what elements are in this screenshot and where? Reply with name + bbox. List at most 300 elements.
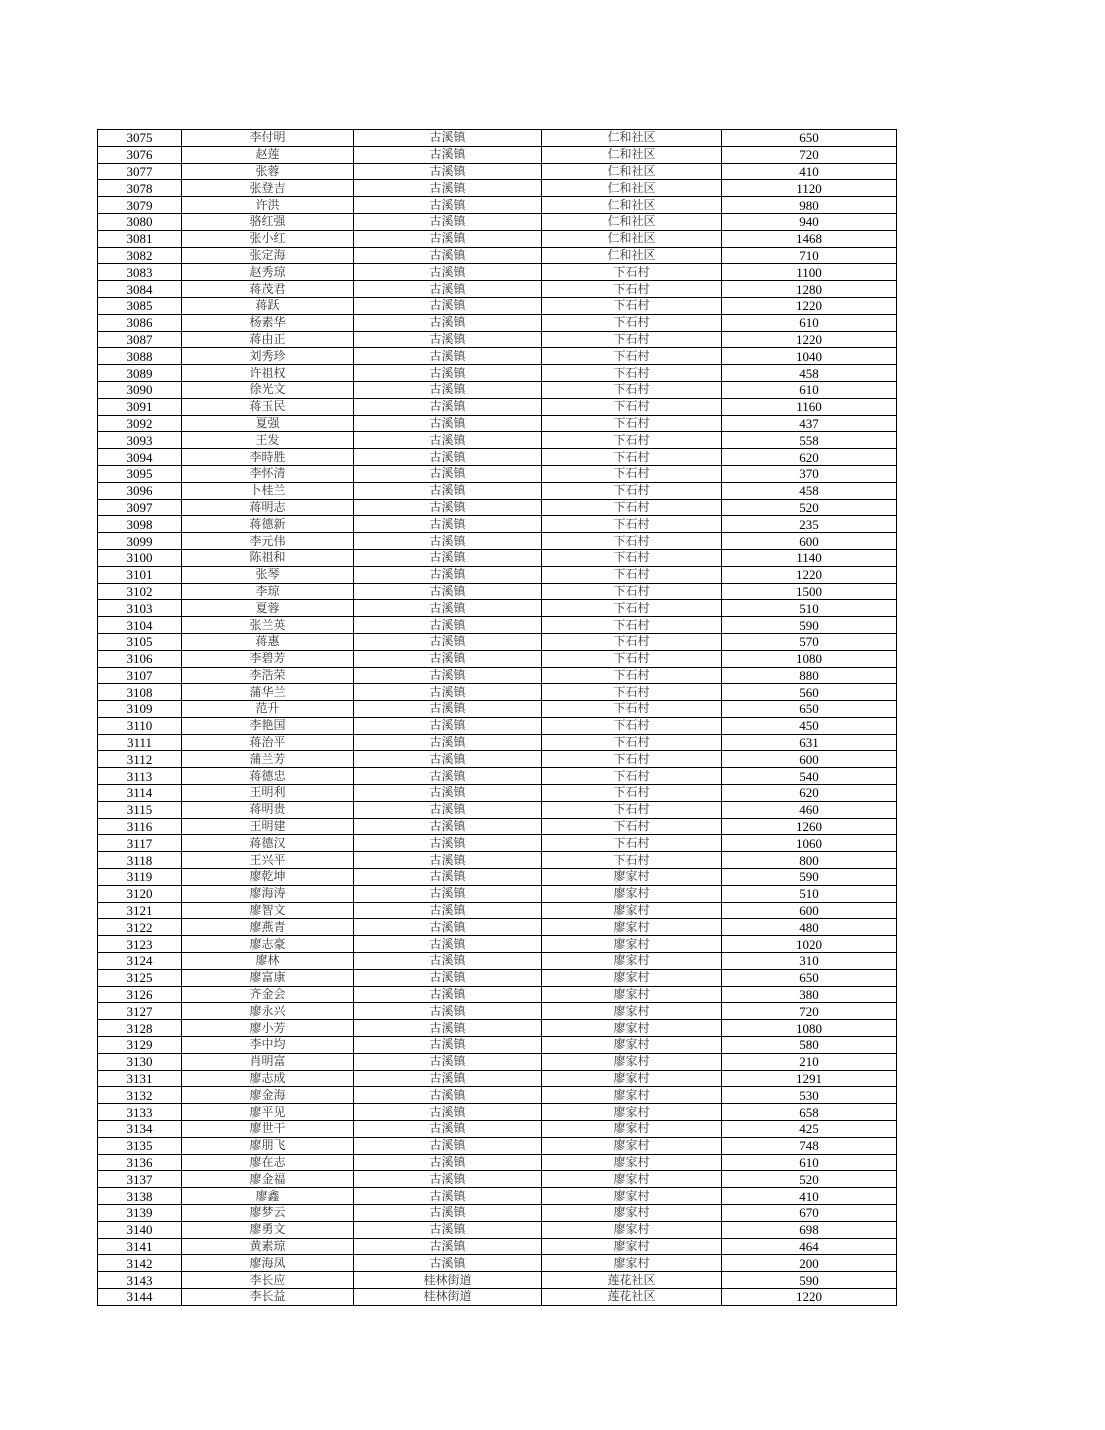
village-cell: 廖家村 <box>542 1205 722 1222</box>
name-cell: 赵秀琼 <box>182 264 354 281</box>
town-cell: 古溪镇 <box>354 146 542 163</box>
village-cell: 下石村 <box>542 633 722 650</box>
town-cell: 古溪镇 <box>354 852 542 869</box>
town-cell: 古溪镇 <box>354 130 542 147</box>
amount-cell: 590 <box>722 617 897 634</box>
table-row <box>98 1053 897 1070</box>
town-cell: 古溪镇 <box>354 264 542 281</box>
town-cell: 古溪镇 <box>354 1053 542 1070</box>
name-cell: 张登吉 <box>182 180 354 197</box>
village-cell: 仁和社区 <box>542 163 722 180</box>
table-row <box>98 969 897 986</box>
row-number-cell: 3120 <box>98 885 182 902</box>
name-cell: 李怀清 <box>182 465 354 482</box>
row-number-cell: 3123 <box>98 936 182 953</box>
table-row <box>98 633 897 650</box>
table-row <box>98 348 897 365</box>
table-row <box>98 365 897 382</box>
row-number-cell: 3101 <box>98 566 182 583</box>
name-cell: 张琴 <box>182 566 354 583</box>
town-cell: 古溪镇 <box>354 986 542 1003</box>
table-body <box>98 130 897 1306</box>
town-cell: 古溪镇 <box>354 919 542 936</box>
row-number-cell: 3085 <box>98 297 182 314</box>
table-row <box>98 1272 897 1289</box>
row-number-cell: 3113 <box>98 768 182 785</box>
amount-cell: 540 <box>722 768 897 785</box>
table-row <box>98 415 897 432</box>
village-cell: 下石村 <box>542 281 722 298</box>
row-number-cell: 3086 <box>98 314 182 331</box>
row-number-cell: 3108 <box>98 684 182 701</box>
town-cell: 古溪镇 <box>354 1003 542 1020</box>
town-cell: 古溪镇 <box>354 281 542 298</box>
name-cell: 蒋由正 <box>182 331 354 348</box>
row-number-cell: 3143 <box>98 1272 182 1289</box>
table-row <box>98 768 897 785</box>
name-cell: 李琼 <box>182 583 354 600</box>
table-row <box>98 650 897 667</box>
name-cell: 李长应 <box>182 1272 354 1289</box>
town-cell: 古溪镇 <box>354 449 542 466</box>
table-row <box>98 146 897 163</box>
table-row <box>98 482 897 499</box>
table-row <box>98 264 897 281</box>
row-number-cell: 3137 <box>98 1171 182 1188</box>
table-row <box>98 1171 897 1188</box>
village-cell: 下石村 <box>542 801 722 818</box>
table-row <box>98 1154 897 1171</box>
amount-cell: 1060 <box>722 835 897 852</box>
village-cell: 廖家村 <box>542 1238 722 1255</box>
town-cell: 古溪镇 <box>354 1104 542 1121</box>
row-number-cell: 3126 <box>98 986 182 1003</box>
amount-cell: 600 <box>722 533 897 550</box>
table-row <box>98 281 897 298</box>
table-row <box>98 852 897 869</box>
row-number-cell: 3081 <box>98 230 182 247</box>
row-number-cell: 3095 <box>98 465 182 482</box>
table-row <box>98 1238 897 1255</box>
town-cell: 古溪镇 <box>354 482 542 499</box>
village-cell: 下石村 <box>542 768 722 785</box>
name-cell: 张蓉 <box>182 163 354 180</box>
name-cell: 蒋明志 <box>182 499 354 516</box>
name-cell: 刘秀珍 <box>182 348 354 365</box>
table-row <box>98 1255 897 1272</box>
village-cell: 下石村 <box>542 717 722 734</box>
row-number-cell: 3136 <box>98 1154 182 1171</box>
row-number-cell: 3139 <box>98 1205 182 1222</box>
village-cell: 廖家村 <box>542 869 722 886</box>
village-cell: 廖家村 <box>542 936 722 953</box>
amount-cell: 458 <box>722 482 897 499</box>
town-cell: 古溪镇 <box>354 381 542 398</box>
name-cell: 黄素琼 <box>182 1238 354 1255</box>
town-cell: 古溪镇 <box>354 1255 542 1272</box>
town-cell: 古溪镇 <box>354 869 542 886</box>
name-cell: 骆红强 <box>182 213 354 230</box>
row-number-cell: 3107 <box>98 667 182 684</box>
amount-cell: 658 <box>722 1104 897 1121</box>
town-cell: 古溪镇 <box>354 1221 542 1238</box>
village-cell: 廖家村 <box>542 969 722 986</box>
table-row <box>98 381 897 398</box>
town-cell: 古溪镇 <box>354 549 542 566</box>
name-cell: 廖鑫 <box>182 1188 354 1205</box>
town-cell: 古溪镇 <box>354 1154 542 1171</box>
village-cell: 廖家村 <box>542 1221 722 1238</box>
name-cell: 张兰英 <box>182 617 354 634</box>
name-cell: 廖燕青 <box>182 919 354 936</box>
row-number-cell: 3087 <box>98 331 182 348</box>
amount-cell: 600 <box>722 751 897 768</box>
name-cell: 蒲华兰 <box>182 684 354 701</box>
amount-cell: 1100 <box>722 264 897 281</box>
amount-cell: 437 <box>722 415 897 432</box>
row-number-cell: 3088 <box>98 348 182 365</box>
town-cell: 古溪镇 <box>354 1137 542 1154</box>
amount-cell: 464 <box>722 1238 897 1255</box>
table-row <box>98 247 897 264</box>
amount-cell: 425 <box>722 1121 897 1138</box>
name-cell: 许洪 <box>182 197 354 214</box>
village-cell: 仁和社区 <box>542 146 722 163</box>
row-number-cell: 3142 <box>98 1255 182 1272</box>
row-number-cell: 3124 <box>98 953 182 970</box>
village-cell: 廖家村 <box>542 1020 722 1037</box>
amount-cell: 610 <box>722 314 897 331</box>
row-number-cell: 3127 <box>98 1003 182 1020</box>
table-row <box>98 130 897 147</box>
village-cell: 下石村 <box>542 482 722 499</box>
amount-cell: 800 <box>722 852 897 869</box>
table-row <box>98 600 897 617</box>
village-cell: 下石村 <box>542 314 722 331</box>
village-cell: 下石村 <box>542 348 722 365</box>
village-cell: 廖家村 <box>542 1137 722 1154</box>
name-cell: 廖智文 <box>182 902 354 919</box>
name-cell: 廖小芳 <box>182 1020 354 1037</box>
amount-cell: 631 <box>722 734 897 751</box>
row-number-cell: 3094 <box>98 449 182 466</box>
village-cell: 下石村 <box>542 264 722 281</box>
name-cell: 蒋惠 <box>182 633 354 650</box>
village-cell: 廖家村 <box>542 885 722 902</box>
village-cell: 下石村 <box>542 432 722 449</box>
village-cell: 下石村 <box>542 650 722 667</box>
amount-cell: 650 <box>722 969 897 986</box>
name-cell: 李浩荣 <box>182 667 354 684</box>
name-cell: 廖海涛 <box>182 885 354 902</box>
table-row <box>98 785 897 802</box>
amount-cell: 1500 <box>722 583 897 600</box>
village-cell: 下石村 <box>542 415 722 432</box>
village-cell: 廖家村 <box>542 1104 722 1121</box>
amount-cell: 450 <box>722 717 897 734</box>
name-cell: 廖勇文 <box>182 1221 354 1238</box>
town-cell: 古溪镇 <box>354 684 542 701</box>
name-cell: 廖志豪 <box>182 936 354 953</box>
town-cell: 古溪镇 <box>354 885 542 902</box>
row-number-cell: 3141 <box>98 1238 182 1255</box>
name-cell: 蒋治平 <box>182 734 354 751</box>
village-cell: 廖家村 <box>542 1037 722 1054</box>
village-cell: 仁和社区 <box>542 197 722 214</box>
village-cell: 廖家村 <box>542 1070 722 1087</box>
name-cell: 李元伟 <box>182 533 354 550</box>
town-cell: 古溪镇 <box>354 936 542 953</box>
village-cell: 仁和社区 <box>542 230 722 247</box>
name-cell: 蒋德汉 <box>182 835 354 852</box>
town-cell: 古溪镇 <box>354 768 542 785</box>
town-cell: 古溪镇 <box>354 650 542 667</box>
town-cell: 古溪镇 <box>354 566 542 583</box>
amount-cell: 880 <box>722 667 897 684</box>
amount-cell: 520 <box>722 1171 897 1188</box>
amount-cell: 560 <box>722 684 897 701</box>
data-table <box>97 129 897 1306</box>
village-cell: 仁和社区 <box>542 130 722 147</box>
amount-cell: 510 <box>722 885 897 902</box>
table-row <box>98 1070 897 1087</box>
table-row <box>98 516 897 533</box>
row-number-cell: 3078 <box>98 180 182 197</box>
row-number-cell: 3109 <box>98 701 182 718</box>
row-number-cell: 3114 <box>98 785 182 802</box>
town-cell: 古溪镇 <box>354 600 542 617</box>
town-cell: 古溪镇 <box>354 1087 542 1104</box>
village-cell: 廖家村 <box>542 1171 722 1188</box>
town-cell: 古溪镇 <box>354 398 542 415</box>
amount-cell: 580 <box>722 1037 897 1054</box>
name-cell: 廖海凤 <box>182 1255 354 1272</box>
name-cell: 廖在志 <box>182 1154 354 1171</box>
table-row <box>98 717 897 734</box>
town-cell: 古溪镇 <box>354 415 542 432</box>
table-row <box>98 734 897 751</box>
town-cell: 古溪镇 <box>354 1238 542 1255</box>
amount-cell: 590 <box>722 869 897 886</box>
town-cell: 古溪镇 <box>354 818 542 835</box>
name-cell: 廖富康 <box>182 969 354 986</box>
name-cell: 肖明富 <box>182 1053 354 1070</box>
amount-cell: 650 <box>722 701 897 718</box>
village-cell: 下石村 <box>542 499 722 516</box>
row-number-cell: 3105 <box>98 633 182 650</box>
village-cell: 下石村 <box>542 365 722 382</box>
table-row <box>98 701 897 718</box>
amount-cell: 720 <box>722 146 897 163</box>
amount-cell: 370 <box>722 465 897 482</box>
village-cell: 廖家村 <box>542 1154 722 1171</box>
table-row <box>98 465 897 482</box>
village-cell: 下石村 <box>542 751 722 768</box>
amount-cell: 558 <box>722 432 897 449</box>
amount-cell: 1020 <box>722 936 897 953</box>
row-number-cell: 3089 <box>98 365 182 382</box>
village-cell: 下石村 <box>542 583 722 600</box>
amount-cell: 610 <box>722 1154 897 1171</box>
table-row <box>98 818 897 835</box>
table-row <box>98 566 897 583</box>
amount-cell: 1220 <box>722 331 897 348</box>
row-number-cell: 3096 <box>98 482 182 499</box>
name-cell: 廖世干 <box>182 1121 354 1138</box>
table-row <box>98 197 897 214</box>
table-row <box>98 801 897 818</box>
row-number-cell: 3084 <box>98 281 182 298</box>
amount-cell: 600 <box>722 902 897 919</box>
row-number-cell: 3097 <box>98 499 182 516</box>
table-row <box>98 230 897 247</box>
row-number-cell: 3079 <box>98 197 182 214</box>
name-cell: 范升 <box>182 701 354 718</box>
amount-cell: 620 <box>722 785 897 802</box>
name-cell: 李時胜 <box>182 449 354 466</box>
table-row <box>98 869 897 886</box>
village-cell: 下石村 <box>542 617 722 634</box>
row-number-cell: 3116 <box>98 818 182 835</box>
table-row <box>98 885 897 902</box>
village-cell: 下石村 <box>542 566 722 583</box>
village-cell: 仁和社区 <box>542 213 722 230</box>
name-cell: 张定海 <box>182 247 354 264</box>
table-row <box>98 213 897 230</box>
table-row <box>98 684 897 701</box>
amount-cell: 710 <box>722 247 897 264</box>
town-cell: 古溪镇 <box>354 1037 542 1054</box>
table-row <box>98 936 897 953</box>
village-cell: 下石村 <box>542 449 722 466</box>
table-row <box>98 1188 897 1205</box>
town-cell: 古溪镇 <box>354 1070 542 1087</box>
table-row <box>98 835 897 852</box>
name-cell: 王明利 <box>182 785 354 802</box>
row-number-cell: 3082 <box>98 247 182 264</box>
village-cell: 下石村 <box>542 549 722 566</box>
name-cell: 夏强 <box>182 415 354 432</box>
town-cell: 桂林街道 <box>354 1288 542 1305</box>
table-row <box>98 533 897 550</box>
town-cell: 古溪镇 <box>354 969 542 986</box>
amount-cell: 200 <box>722 1255 897 1272</box>
row-number-cell: 3112 <box>98 751 182 768</box>
table-row <box>98 667 897 684</box>
name-cell: 蒋德新 <box>182 516 354 533</box>
table-row <box>98 1087 897 1104</box>
village-cell: 廖家村 <box>542 1255 722 1272</box>
amount-cell: 1291 <box>722 1070 897 1087</box>
town-cell: 古溪镇 <box>354 1171 542 1188</box>
amount-cell: 520 <box>722 499 897 516</box>
village-cell: 下石村 <box>542 600 722 617</box>
name-cell: 李中均 <box>182 1037 354 1054</box>
amount-cell: 1120 <box>722 180 897 197</box>
village-cell: 仁和社区 <box>542 247 722 264</box>
town-cell: 古溪镇 <box>354 751 542 768</box>
name-cell: 李长益 <box>182 1288 354 1305</box>
row-number-cell: 3098 <box>98 516 182 533</box>
row-number-cell: 3076 <box>98 146 182 163</box>
name-cell: 李付明 <box>182 130 354 147</box>
village-cell: 下石村 <box>542 734 722 751</box>
row-number-cell: 3140 <box>98 1221 182 1238</box>
row-number-cell: 3104 <box>98 617 182 634</box>
amount-cell: 590 <box>722 1272 897 1289</box>
town-cell: 古溪镇 <box>354 953 542 970</box>
town-cell: 古溪镇 <box>354 297 542 314</box>
row-number-cell: 3100 <box>98 549 182 566</box>
name-cell: 王发 <box>182 432 354 449</box>
amount-cell: 1140 <box>722 549 897 566</box>
village-cell: 廖家村 <box>542 986 722 1003</box>
row-number-cell: 3099 <box>98 533 182 550</box>
amount-cell: 980 <box>722 197 897 214</box>
amount-cell: 210 <box>722 1053 897 1070</box>
row-number-cell: 3115 <box>98 801 182 818</box>
town-cell: 古溪镇 <box>354 365 542 382</box>
amount-cell: 1280 <box>722 281 897 298</box>
village-cell: 下石村 <box>542 398 722 415</box>
town-cell: 古溪镇 <box>354 617 542 634</box>
town-cell: 古溪镇 <box>354 633 542 650</box>
town-cell: 古溪镇 <box>354 499 542 516</box>
name-cell: 陈祖和 <box>182 549 354 566</box>
row-number-cell: 3119 <box>98 869 182 886</box>
table-row <box>98 1221 897 1238</box>
amount-cell: 670 <box>722 1205 897 1222</box>
row-number-cell: 3103 <box>98 600 182 617</box>
town-cell: 古溪镇 <box>354 1188 542 1205</box>
town-cell: 古溪镇 <box>354 197 542 214</box>
table-row <box>98 1288 897 1305</box>
village-cell: 廖家村 <box>542 919 722 936</box>
row-number-cell: 3135 <box>98 1137 182 1154</box>
table-row <box>98 163 897 180</box>
row-number-cell: 3121 <box>98 902 182 919</box>
town-cell: 古溪镇 <box>354 314 542 331</box>
table-row <box>98 953 897 970</box>
town-cell: 古溪镇 <box>354 583 542 600</box>
table-row <box>98 986 897 1003</box>
table-row <box>98 1121 897 1138</box>
amount-cell: 1220 <box>722 297 897 314</box>
table-row <box>98 331 897 348</box>
table-row <box>98 297 897 314</box>
table-row <box>98 398 897 415</box>
village-cell: 下石村 <box>542 516 722 533</box>
row-number-cell: 3106 <box>98 650 182 667</box>
name-cell: 廖乾坤 <box>182 869 354 886</box>
amount-cell: 310 <box>722 953 897 970</box>
name-cell: 廖金海 <box>182 1087 354 1104</box>
village-cell: 廖家村 <box>542 902 722 919</box>
village-cell: 廖家村 <box>542 1188 722 1205</box>
village-cell: 下石村 <box>542 835 722 852</box>
town-cell: 古溪镇 <box>354 801 542 818</box>
amount-cell: 530 <box>722 1087 897 1104</box>
village-cell: 莲花社区 <box>542 1288 722 1305</box>
amount-cell: 460 <box>722 801 897 818</box>
amount-cell: 1080 <box>722 650 897 667</box>
row-number-cell: 3134 <box>98 1121 182 1138</box>
town-cell: 古溪镇 <box>354 331 542 348</box>
town-cell: 古溪镇 <box>354 348 542 365</box>
name-cell: 廖志成 <box>182 1070 354 1087</box>
table-row <box>98 617 897 634</box>
village-cell: 下石村 <box>542 331 722 348</box>
